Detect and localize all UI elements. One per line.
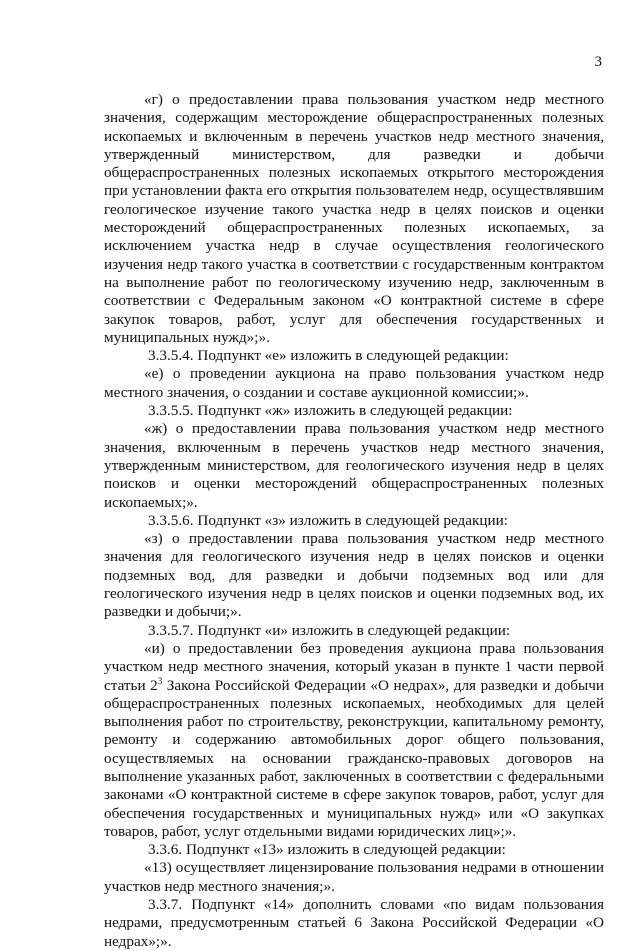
superscript: 3 <box>157 675 163 686</box>
paragraph-3-3-5-7: 3.3.5.7. Подпункт «и» изложить в следующей редакции: <box>148 621 511 639</box>
paragraph-subitem-i-part2: Закона Российской Федерации «О недрах», для разведки и добычи общераспространенных полезных ископаемых, необходимых для целей выполнения работ по строительству, реконструкции, капитальному ремонту, ремонту и содержанию автомобильных дорог общего пользования, осуществляемых на основании гражданско-правовых договоров на выполнение указанных работ, заключенных в соответствии с федеральными законами «О контрактной системе в сфере закупок товаров, работ, услуг для обеспечения государственных и муниципальных нужд» или «О закупках товаров, работ, услуг отдельными видами юридических лиц»;». <box>104 676 604 840</box>
paragraph-3-3-5-4: 3.3.5.4. Подпункт «е» изложить в следующей редакции: <box>148 347 509 365</box>
page-number: 3 <box>594 54 602 70</box>
paragraph-subitem-zh: «ж) о предоставлении права пользования участком недр местного значения, включенным в перечень участков недр местного значения, утвержденным министерством, для геологического изучения недр в целях поисков и оценки месторождений общераспространенных полезных ископаемых;». <box>104 420 604 511</box>
paragraph-3-3-6: 3.3.6. Подпункт «13» изложить в следующей редакции: <box>148 841 506 859</box>
paragraph-subitem-i-part1: «и) о предоставлении без проведения аукциона права пользования участком недр местного значения, который указан в пункте 1 части первой статьи 2 <box>104 639 604 694</box>
paragraph-3-3-5-5: 3.3.5.5. Подпункт «ж» изложить в следующей редакции: <box>148 402 513 420</box>
paragraph-subitem-e: «е) о проведении аукциона на право пользования участком недр местного значения, о создании и составе аукционной комиссии;». <box>104 365 604 401</box>
paragraph-subitem-z: «з) о предоставлении права пользования участком недр местного значения для геологического изучения недр в целях поисков и оценки подземных вод, для разведки и добычи подземных вод или для геологического изучения недр в целях поисков и оценки подземных вод, их разведки и добычи;». <box>104 530 604 621</box>
paragraph-3-3-5-6: 3.3.5.6. Подпункт «з» изложить в следующей редакции: <box>148 511 508 529</box>
paragraph-subitem-g: «г) о предоставлении права пользования участком недр местного значения, содержащим месторождение общераспространенных полезных ископаемых и включенным в перечень участков недр местного значения, утвержденный министерством, для разведки и добычи общераспространенных полезных ископаемых открытого месторождения при установлении факта его открытия пользователем недр, осуществлявшим геологическое изучение такого участка недр в целях поисков и оценки месторождений общераспространенных полезных ископаемых, за исключением участка недр в случае осуществления геологического изучения недр такого участка в соответствии с государственным контрактом на выполнение работ по геологическому изучению недр, заключенным в соответствии с Федеральным законом «О контрактной системе в сфере закупок товаров, работ, услуг для обеспечения государственных и муниципальных нужд»;». <box>104 91 604 346</box>
paragraph-subitem-13: «13) осуществляет лицензирование пользования недрами в отношении участков недр местного значения;». <box>104 859 604 895</box>
paragraph-3-3-7: 3.3.7. Подпункт «14» дополнить словами «по видам пользования недрами, предусмотренным статьей 6 Закона Российской Федерации «О недрах»;». <box>104 896 604 950</box>
document-body <box>104 91 604 951</box>
paragraph-subitem-i <box>104 640 604 841</box>
